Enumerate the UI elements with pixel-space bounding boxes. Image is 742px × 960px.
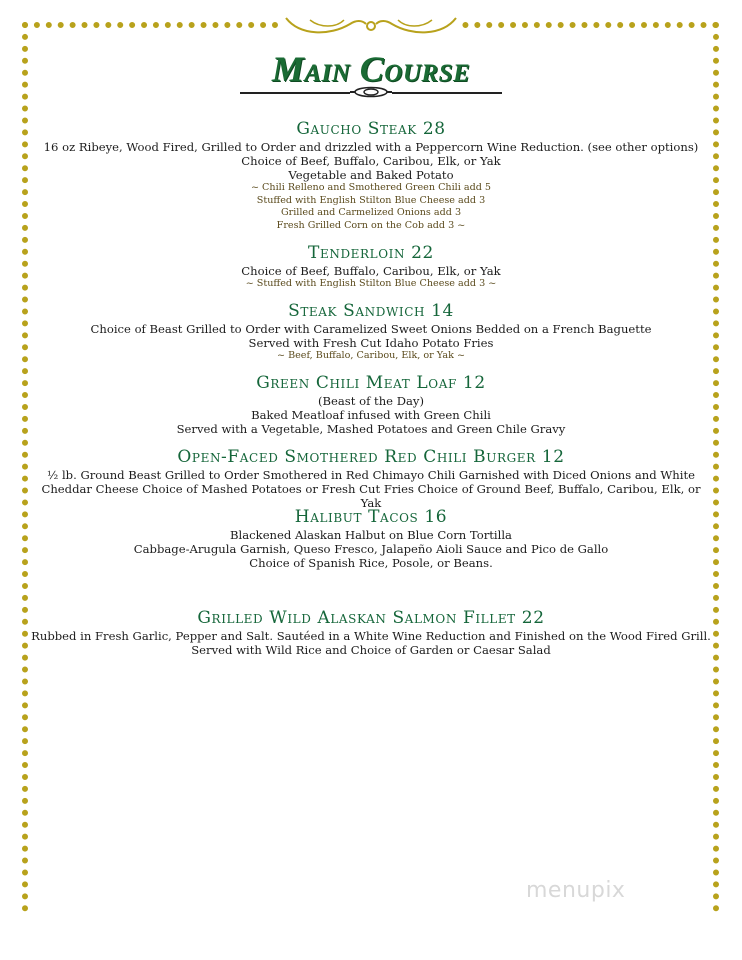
dish-red-chili-burger xyxy=(30,446,712,510)
dish-description: (Beast of the Day) xyxy=(317,394,425,408)
dish-gaucho-steak xyxy=(30,118,712,232)
dish-name: Gaucho Steak 28 xyxy=(296,119,446,139)
dish-green-chili-meat-loaf xyxy=(30,372,712,436)
dish-name: Halibut Tacos 16 xyxy=(294,507,448,527)
dish-option: ~ Stuffed with English Stilton Blue Cheese add 3 ~ xyxy=(245,278,497,289)
dish-option: Stuffed with English Stilton Blue Cheese add 3 xyxy=(256,194,486,206)
dish-description: Cabbage-Arugula Garnish, Queso Fresco, Jalapeño Aioli Sauce and Pico de Gallo xyxy=(133,542,609,556)
dish-description: Rubbed in Fresh Garlic, Pepper and Salt. Sautéed in a White Wine Reduction and Finished on the Wood Fired Grill. xyxy=(31,629,711,643)
dish-description: Baked Meatloaf infused with Green Chili xyxy=(251,408,491,422)
dish-description: Choice of Spanish Rice, Posole, or Beans. xyxy=(249,556,493,570)
dish-name: Tenderloin 22 xyxy=(308,243,434,263)
dish-name: Green Chili Meat Loaf 12 xyxy=(256,373,486,393)
dish-description: Choice of Beast Grilled to Order with Caramelized Sweet Onions Bedded on a French Baguette xyxy=(90,322,652,336)
dish-option: Grilled and Carmelized Onions add 3 xyxy=(280,207,462,219)
dish-option: ~ Beef, Buffalo, Caribou, Elk, or Yak ~ xyxy=(276,350,466,361)
dish-description: Served with a Vegetable, Mashed Potatoes and Green Chile Gravy xyxy=(176,422,566,436)
watermark: menupix xyxy=(526,878,626,903)
dish-description: Cheddar Cheese Choice of Mashed Potatoes or Fresh Cut Fries Choice of Ground Beef, Buffalo, Caribou, Elk, or Yak xyxy=(41,482,701,510)
dish-steak-sandwich xyxy=(30,300,712,363)
dish-tenderloin xyxy=(30,242,712,291)
dish-salmon-fillet xyxy=(30,607,712,657)
dish-description: 16 oz Ribeye, Wood Fired, Grilled to Order and drizzled with a Peppercorn Wine Reduction. (see other options) xyxy=(43,140,699,154)
dish-description: Served with Wild Rice and Choice of Garden or Caesar Salad xyxy=(191,643,551,657)
dish-halibut-tacos xyxy=(30,506,712,570)
page-title: Main Course xyxy=(271,49,471,89)
dish-description: Choice of Beef, Buffalo, Caribou, Elk, or Yak xyxy=(241,264,501,278)
dish-description: Vegetable and Baked Potato xyxy=(288,168,454,182)
dish-name: Steak Sandwich 14 xyxy=(288,301,454,321)
dish-description: ½ lb. Ground Beast Grilled to Order Smothered in Red Chimayo Chili Garnished with Diced Onions and White xyxy=(47,468,695,482)
dish-description: Choice of Beef, Buffalo, Caribou, Elk, or Yak xyxy=(241,154,501,168)
dish-name: Grilled Wild Alaskan Salmon Fillet 22 xyxy=(197,608,545,628)
dish-description: Served with Fresh Cut Idaho Potato Fries xyxy=(248,336,494,350)
top-flourish-ornament xyxy=(280,14,462,36)
divider-ornament-icon xyxy=(350,86,392,98)
dish-option: ~ Chili Relleno and Smothered Green Chili add 5 xyxy=(250,182,492,193)
dish-name: Open-Faced Smothered Red Chili Burger 12 xyxy=(177,447,565,467)
dish-description: Blackened Alaskan Halbut on Blue Corn Tortilla xyxy=(230,528,512,542)
dish-option: Fresh Grilled Corn on the Cob add 3 ~ xyxy=(276,219,466,231)
